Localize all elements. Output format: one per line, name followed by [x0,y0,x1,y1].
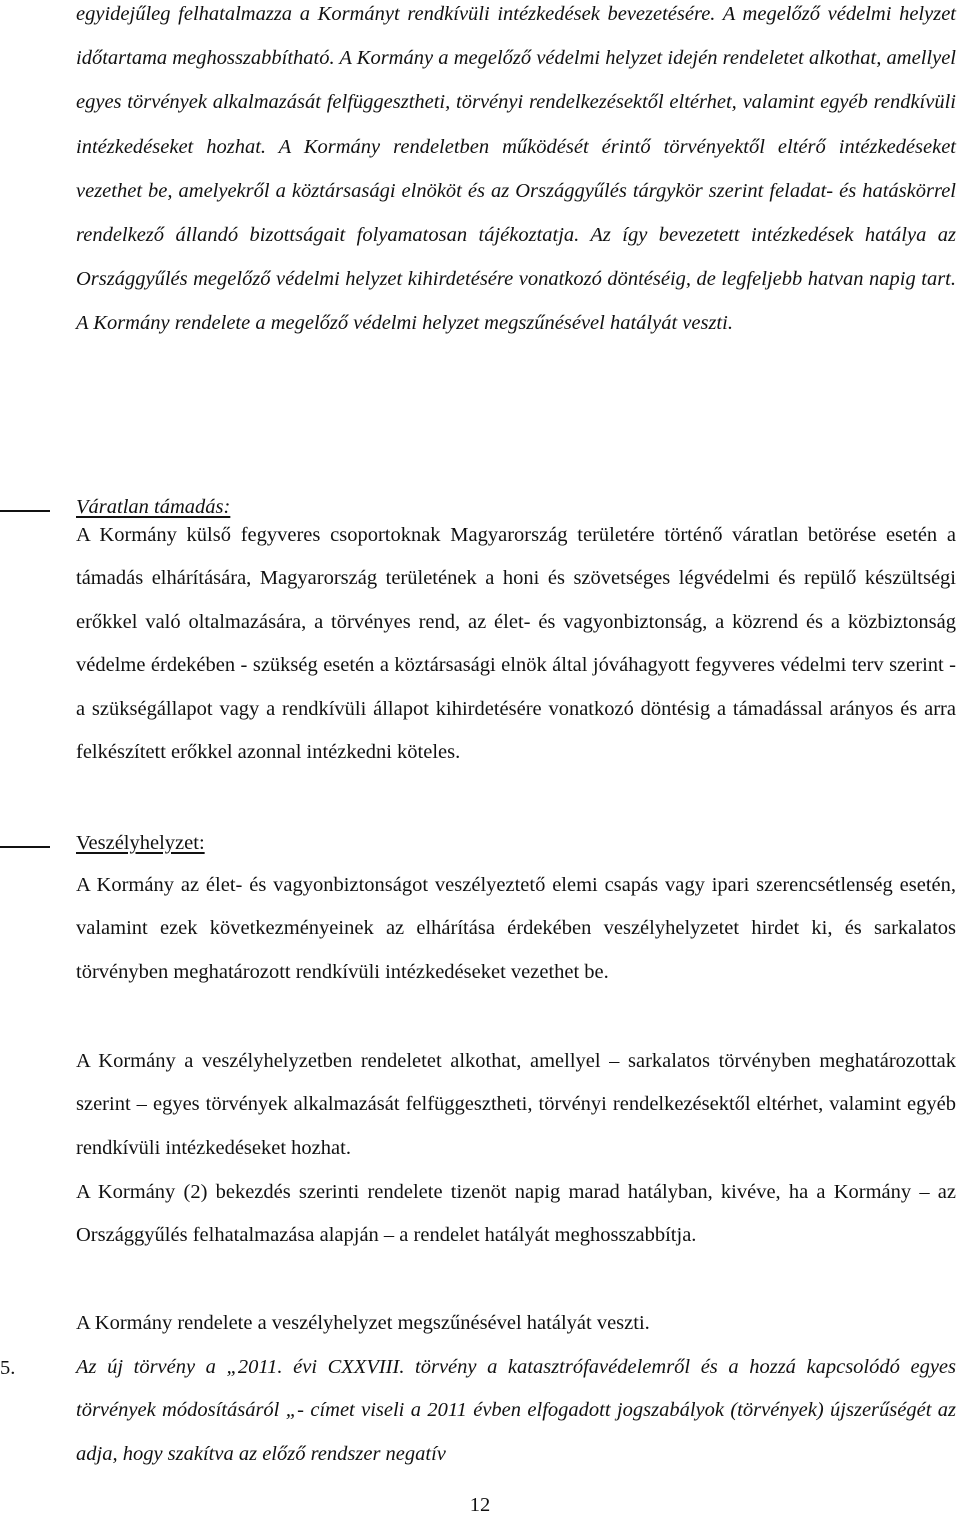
veszely-paragraph: A Kormány a veszélyhelyzetben rendeletet alkothat, amellyel – sarkalatos törvényben meghatározottak szerint – egyes törvények alkalmazását felfüggesztheti, törvényi rendelkezésektől eltérhet, valamint egyéb rendkívüli intézkedéseket hozhat. [76,1050,956,1159]
varatlan-paragraph: A Kormány külső fegyveres csoportoknak Magyarország területére történő váratlan betörése esetén a támadás elhárítására, Magyarország területének a honi és szövetséges légvédelmi és repülő készültségi erőkkel való oltalmazására, a törvényes rend, az élet- és vagyonbiztonság, a közrend és a közbiztonság védelme érdekében - szükség esetén a köztársasági elnök által jóváhagyott fegyveres védelmi terv szerint - a szükségállapot vagy a rendkívüli állapot kihirdetésére vonatkozó döntésig a támadással arányos és arra felkészített erőkkel azonnal intézkedni köteles. [76,524,956,764]
veszely-paragraph: A Kormány az élet- és vagyonbiztonságot veszélyeztető elemi csapás vagy ipari szerencsétlenség esetén, valamint ezek következményeinek az elhárítása érdekében veszélyhelyzetet hirdet ki, és sarkalatos törvényben meghatározott rendkívüli intézkedéseket vezethet be. [76,874,956,983]
item5-paragraph: Az új törvény a „2011. évi CXXVIII. törvény a katasztrófavédelemről és a hozzá kapcsolódó egyes törvények módosításáról „- címet viseli a 2011 évben elfogadott jogszabályok (törvények) újszerűségét az adja, hogy szakítva az előző rendszer negatív [76,1356,956,1465]
section-heading-veszely: Veszélyhelyzet: [76,832,205,854]
veszely-paragraph: A Kormány rendelete a veszélyhelyzet megszűnésével hatályát veszti. [76,1312,650,1334]
page-number: 12 [469,1494,491,1516]
list-dash [0,510,50,512]
list-dash [0,846,50,848]
veszely-paragraph: A Kormány (2) bekezdés szerinti rendelete tizenöt napig marad hatályban, kivéve, ha a Kormány – az Országgyűlés felhatalmazása alapján – a rendelet hatályát meghosszabbítja. [76,1181,956,1247]
section-heading-varatlan: Váratlan támadás: [76,496,231,518]
intro-paragraph: egyidejűleg felhatalmazza a Kormányt rendkívüli intézkedések bevezetésére. A megelőző védelmi helyzet időtartama meghosszabbítható. A Kormány a megelőző védelmi helyzet idején rendeletet alkothat, amellyel egyes törvények alkalmazását felfüggesztheti, törvényi rendelkezésektől eltérhet, valamint egyéb rendkívüli intézkedéseket hozhat. A Kormány rendeletben működését érintő törvényektől eltérő intézkedéseket vezethet be, amelyekről a köztársasági elnököt és az Országgyűlés tárgykör szerint feladat- és hatáskörrel rendelkező állandó bizottságait folyamatosan tájékoztatja. Az így bevezetett intézkedések hatálya az Országgyűlés megelőző védelmi helyzet kihirdetésére vonatkozó döntéséig, de legfeljebb hatvan napig tart. A Kormány rendelete a megelőző védelmi helyzet megszűnésével hatályát veszti. [76,3,956,335]
list-number: 5. [0,1357,16,1379]
